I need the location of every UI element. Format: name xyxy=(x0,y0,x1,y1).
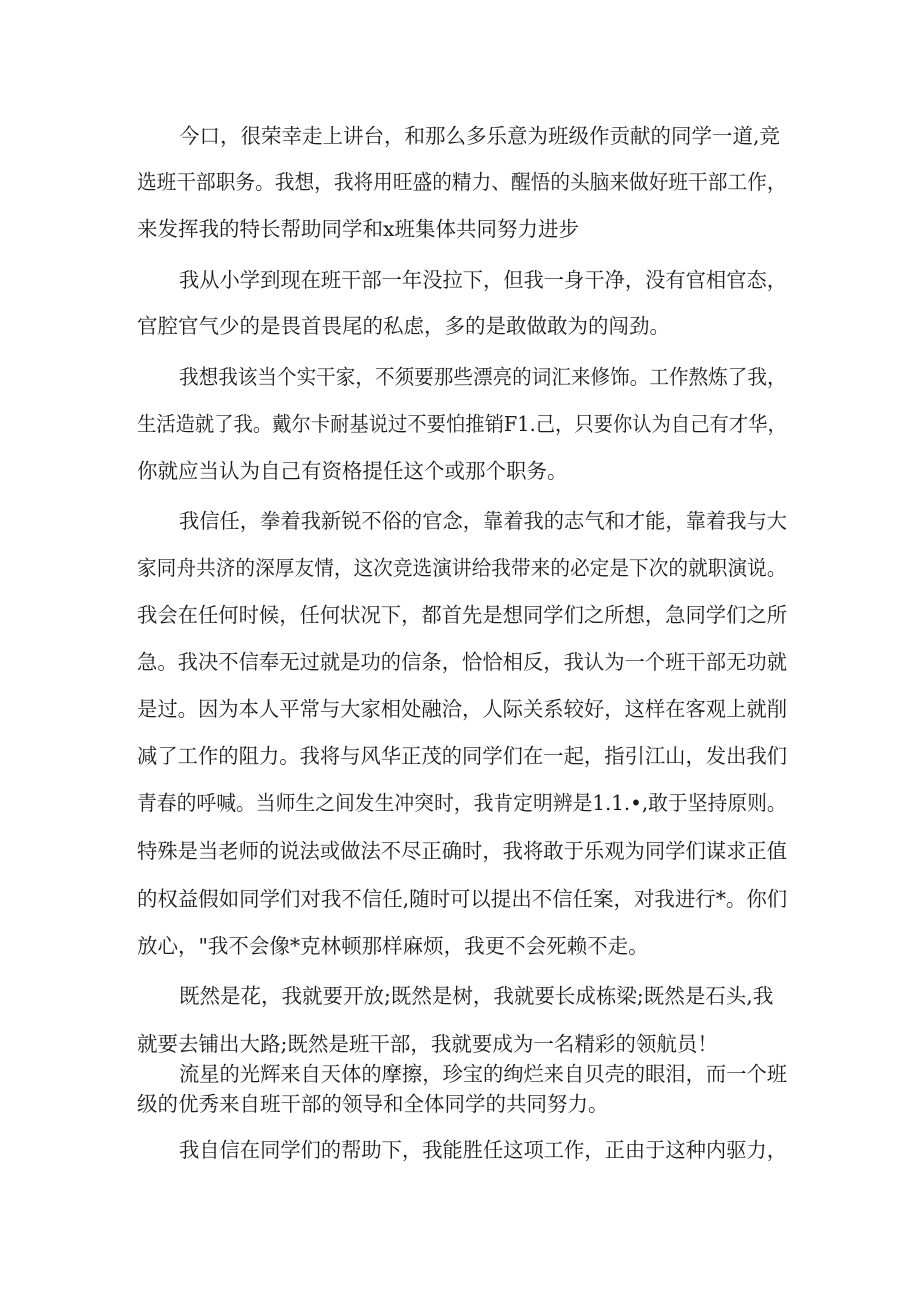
paragraph-3-line-3: 你就应当认为自己有资格提任这个或那个职务。 xyxy=(137,459,568,483)
paragraph-4-line-8: 特殊是当老师的说法或做法不尽正确时，我将敢于乐观为同学们谋求正值 xyxy=(137,839,788,863)
paragraph-6-line-1: 流星的光辉来自天体的摩擦，珍宝的绚烂来自贝壳的眼泪，而一个班 xyxy=(179,1062,787,1086)
paragraph-5-line-1: 既然是花，我就要开放;既然是树，我就要长成栋梁;既然是石头,我 xyxy=(179,984,774,1008)
paragraph-1-line-3: 来发挥我的特长帮助同学和x班集体共同努力进步 xyxy=(137,217,580,241)
paragraph-4-line-5: 是过。因为本人平常与大家相处融洽，人际关系较好，这样在客观上就削 xyxy=(137,697,788,721)
paragraph-7-line-1: 我自信在同学们的帮助下，我能胜任这项工作，正由于这种内驱力， xyxy=(179,1138,787,1162)
paragraph-4-line-10: 放心，"我不会像*克林顿那样麻烦，我更不会死赖不走。 xyxy=(137,934,649,958)
paragraph-2-line-2: 官腔官气少的是畏首畏尾的私虑，多的是敢做敢为的闯劲。 xyxy=(137,314,670,338)
paragraph-2-line-1: 我从小学到现在班干部一年没拉下，但我一身干净，没有官相官态， xyxy=(179,268,787,292)
paragraph-4-line-1: 我信任，拳着我新锐不俗的官念，靠着我的志气和才能，靠着我与大 xyxy=(179,509,787,533)
paragraph-1-line-1: 今口，很荣幸走上讲台，和那么多乐意为班级作贡献的同学一道,竞 xyxy=(179,124,781,148)
paragraph-4-line-7: 青春的呼喊。当师生之间发生冲突时，我肯定明辨是1.1.•,敢于坚持原则。 xyxy=(137,791,787,815)
paragraph-4-line-2: 家同舟共济的深厚友情，这次竞选演讲给我带来的必定是下次的就职演说。 xyxy=(137,556,787,580)
paragraph-4-line-6: 减了工作的阻力。我将与风华正茂的同学们在一起，指引江山，发出我们 xyxy=(137,744,788,768)
paragraph-6-line-2: 级的优秀来自班干部的领导和全体同学的共同努力。 xyxy=(137,1092,609,1116)
paragraph-1-line-2: 选班干部职务。我想，我将用旺盛的精力、醒悟的头脑来做好班干部工作， xyxy=(137,170,787,194)
paragraph-3-line-1: 我想我该当个实干家，不须要那些漂亮的词汇来修饰。工作熬炼了我， xyxy=(179,365,787,389)
paragraph-4-line-3: 我会在任何时候，任何状况下，都首先是想同学们之所想，急同学们之所 xyxy=(137,603,788,627)
paragraph-4-line-4: 急。我决不信奉无过就是功的信条，恰恰相反，我认为一个班干部无功就 xyxy=(137,650,788,674)
paragraph-5-line-2: 就要去铺出大路;既然是班干部，我就要成为一名精彩的领航员！ xyxy=(137,1032,718,1056)
paragraph-3-line-2: 生活造就了我。戴尔卡耐基说过不要怕推销F1.己，只要你认为自己有才华， xyxy=(137,412,787,436)
paragraph-4-line-9: 的权益假如同学们对我不信任,随时可以提出不信任案，对我进行*。你们 xyxy=(137,887,788,911)
